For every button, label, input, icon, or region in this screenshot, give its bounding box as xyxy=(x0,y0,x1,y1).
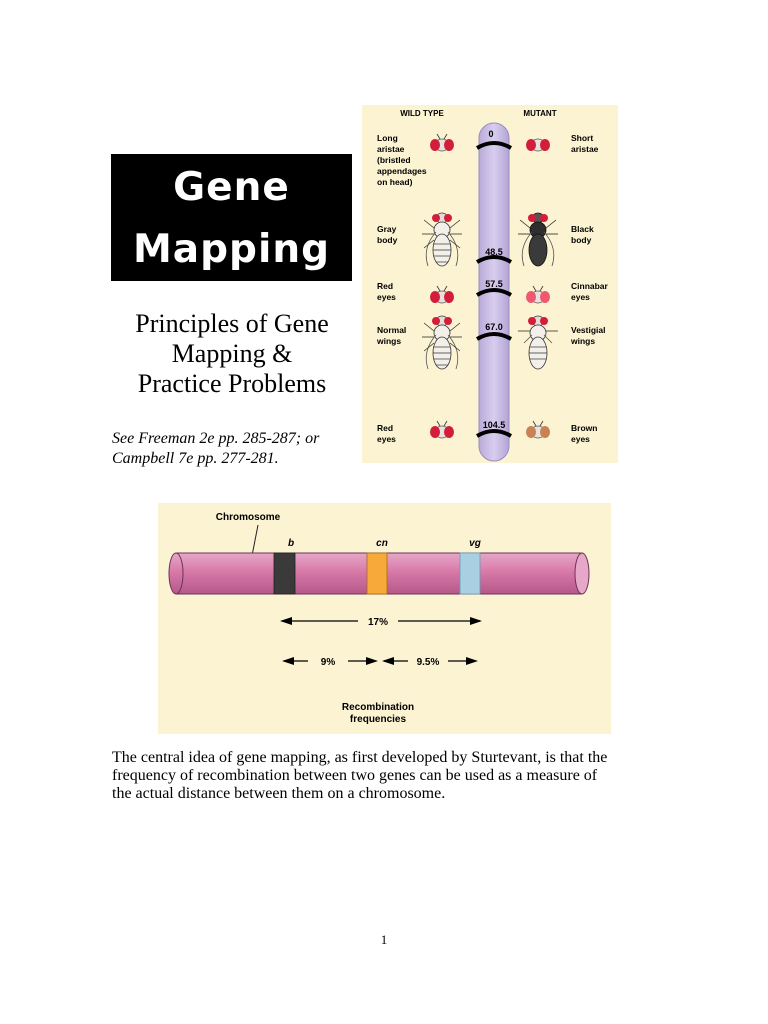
wild-label-aristae-2: aristae xyxy=(377,144,405,154)
gene-label-cn: cn xyxy=(376,538,388,549)
locus-position: 48.5 xyxy=(485,247,503,257)
mutant-label-wings-1: Vestigial xyxy=(571,325,606,335)
chromosome-label: Chromosome xyxy=(215,512,281,523)
gene-band-cn xyxy=(367,553,387,594)
caption-line-1: Recombination xyxy=(341,702,415,713)
mutant-label-eyes-2: eyes xyxy=(571,292,590,302)
wild-label-wings-2: wings xyxy=(377,336,402,346)
freq-9-5-label: 9.5% xyxy=(416,657,440,668)
gene-band-b xyxy=(274,553,295,594)
mutant-label-aristae-1: Short xyxy=(571,133,594,143)
wild-label-eyes2-1: Red xyxy=(377,423,394,433)
locus-position: 57.5 xyxy=(485,279,503,289)
locus-position: 0 xyxy=(488,129,494,139)
mutant-label-aristae-2: aristae xyxy=(571,144,599,154)
gene-label-vg: vg xyxy=(469,538,481,549)
body-line-1: The central idea of gene mapping, as first developed by Sturtevant, is that the xyxy=(112,749,608,766)
recombination-svg xyxy=(158,503,611,734)
mutant-label-body-2: body xyxy=(571,235,592,245)
page-number: 1 xyxy=(380,932,388,947)
title-box xyxy=(111,154,352,281)
fly-normal-wings-icon xyxy=(422,316,462,369)
fly-vestigial-wings-icon xyxy=(518,316,558,369)
wild-label-aristae-4: appendages xyxy=(377,166,427,176)
fly-head-icon xyxy=(430,134,454,151)
reference-line-2: Campbell 7e pp. 277-281. xyxy=(112,450,279,467)
fly-head-icon xyxy=(430,421,454,438)
wild-label-eyes-1: Red xyxy=(377,281,394,291)
fly-cinnabar-eyes-icon xyxy=(526,286,550,303)
locus-position: 104.5 xyxy=(482,420,506,430)
gene-band-vg xyxy=(460,553,480,594)
wild-label-aristae-3: (bristled xyxy=(377,155,411,165)
reference-line-1: See Freeman 2e pp. 285-287; or xyxy=(112,430,320,447)
subtitle-line-3: Practice Problems xyxy=(137,369,327,398)
gene-label-b: b xyxy=(287,538,295,549)
wild-label-body-1: Gray xyxy=(377,224,397,234)
wild-type-header: WILD TYPE xyxy=(400,109,444,118)
fly-short-aristae-icon xyxy=(526,139,550,151)
subtitle xyxy=(112,309,352,399)
body-line-3: the actual distance between them on a chromosome. xyxy=(112,785,446,802)
title-line-1: Gene xyxy=(173,165,290,210)
chromosome-map-figure xyxy=(362,105,618,463)
recombination-figure xyxy=(158,503,611,734)
tube-end-right xyxy=(575,553,589,594)
caption-line-2: frequencies xyxy=(349,714,407,725)
wild-label-body-2: body xyxy=(377,235,398,245)
mutant-header: MUTANT xyxy=(523,109,557,118)
fly-brown-eyes-icon xyxy=(526,421,550,438)
reference-note xyxy=(112,429,362,469)
tube-end-left xyxy=(169,553,183,594)
freq-9-label: 9% xyxy=(320,657,336,668)
fly-black-body-icon xyxy=(518,213,558,266)
subtitle-line-1: Principles of Gene xyxy=(135,309,329,338)
mutant-label-eyes2-2: eyes xyxy=(571,434,590,444)
mutant-label-wings-2: wings xyxy=(571,336,596,346)
wild-label-eyes-2: eyes xyxy=(377,292,396,302)
mutant-label-eyes2-1: Brown xyxy=(571,423,598,433)
wild-label-wings-1: Normal xyxy=(377,325,407,335)
mutant-label-eyes-1: Cinnabar xyxy=(571,281,608,291)
wild-label-aristae-1: Long xyxy=(377,133,398,143)
chromosome-map-svg xyxy=(362,105,618,463)
wild-label-eyes2-2: eyes xyxy=(377,434,396,444)
fly-head-icon xyxy=(430,286,454,303)
fly-gray-body-icon xyxy=(422,213,462,266)
locus-position: 67.0 xyxy=(485,322,503,332)
body-line-2: frequency of recombination between two genes can be used as a measure of xyxy=(112,767,598,784)
wild-label-aristae-5: on head) xyxy=(377,177,413,187)
subtitle-line-2: Mapping & xyxy=(171,339,293,368)
body-paragraph xyxy=(112,749,672,803)
title-line-2: Mapping xyxy=(132,227,330,272)
mutant-label-body-1: Black xyxy=(571,224,594,234)
freq-17-label: 17% xyxy=(367,617,389,628)
